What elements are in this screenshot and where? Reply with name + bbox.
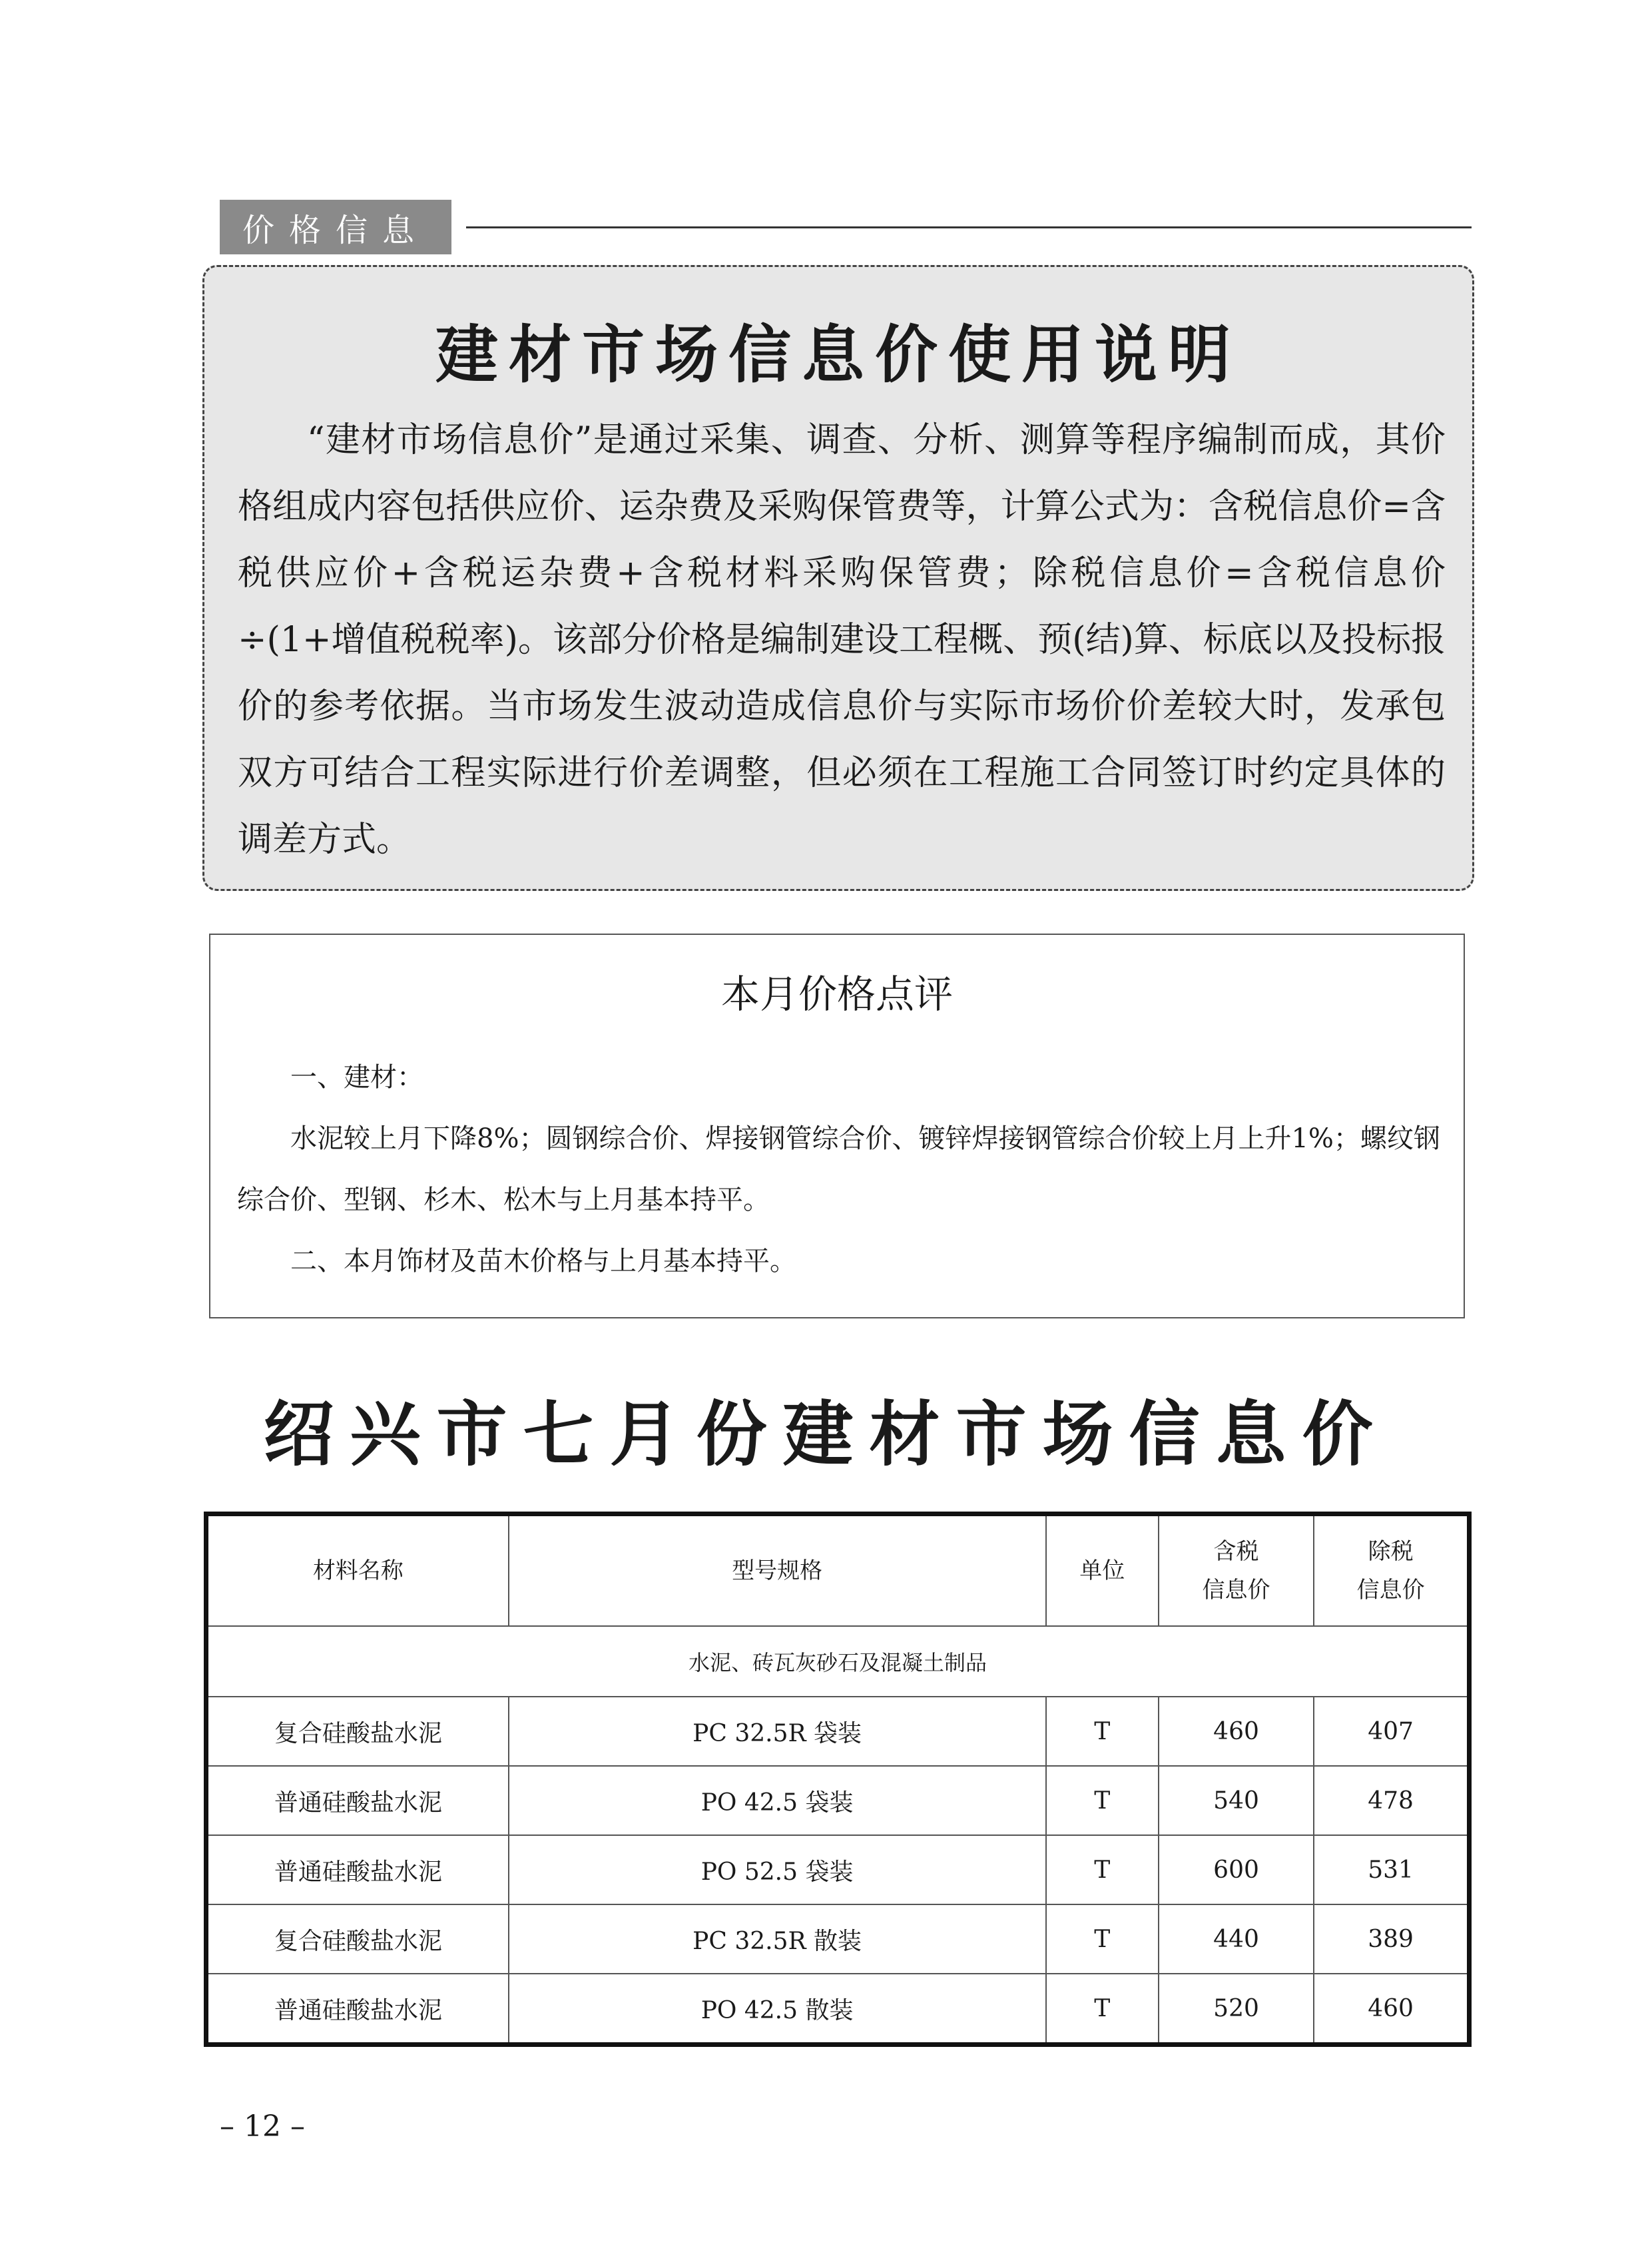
section-label: 价格信息 [220, 200, 451, 254]
cell-unit: T [1046, 1904, 1159, 1974]
cell-name: 复合硅酸盐水泥 [206, 1697, 509, 1766]
table-row [206, 1697, 1470, 1766]
header-tax-included-line1: 含税 [1213, 1538, 1259, 1565]
cell-tax-included: 600 [1159, 1835, 1314, 1904]
cell-tax-included: 440 [1159, 1904, 1314, 1974]
page-title: 绍兴市七月份建材市场信息价 [263, 1394, 1389, 1476]
category-label: 水泥、砖瓦灰砂石及混凝土制品 [206, 1626, 1470, 1697]
header-tax-included-line2: 信息价 [1202, 1577, 1270, 1603]
table-row [206, 1974, 1470, 2045]
table-row [206, 1766, 1470, 1835]
cell-tax-included: 520 [1159, 1974, 1314, 2045]
cell-unit: T [1046, 1697, 1159, 1766]
page-number: – 12 – [220, 2110, 305, 2143]
cell-name: 复合硅酸盐水泥 [206, 1904, 509, 1974]
review-paragraph-1: 一、建材： [290, 1062, 423, 1093]
usage-notes-body: “建材市场信息价”是通过采集、调查、分析、测算等程序编制而成，其价格组成内容包括供应价、运杂费及采购保管费等，计算公式为：含税信息价=含税供应价+含税运杂费+含税材料采购保管费；除税信息价=含税信息价÷(1+增值税税率)。该部分价格是编制建设工程概、预(结)算、标底以及投标报价的参考依据。当市场发生波动造成信息价与实际市场价价差较大时，发承包双方可结合工程实际进行价差调整，但必须在工程施工合同签订时约定具体的调差方式。 [238, 420, 1446, 860]
header-spec: 型号规格 [509, 1514, 1046, 1627]
table-row [206, 1904, 1470, 1974]
cell-tax-excluded: 478 [1314, 1766, 1469, 1835]
header-unit: 单位 [1046, 1514, 1159, 1627]
cell-name: 普通硅酸盐水泥 [206, 1835, 509, 1904]
cell-spec: PO 52.5 袋装 [509, 1835, 1046, 1904]
review-paragraph-2: 水泥较上月下降8%；圆钢综合价、焊接钢管综合价、镀锌焊接钢管综合价较上月上升1%；螺纹钢综合价、型钢、杉木、松木与上月基本持平。 [237, 1123, 1440, 1215]
cell-tax-included: 460 [1159, 1697, 1314, 1766]
cell-unit: T [1046, 1835, 1159, 1904]
cell-tax-excluded: 531 [1314, 1835, 1469, 1904]
usage-notes-title: 建材市场信息价使用说明 [435, 319, 1241, 392]
header-material-name: 材料名称 [206, 1514, 509, 1627]
cell-unit: T [1046, 1974, 1159, 2045]
monthly-review-title: 本月价格点评 [720, 972, 953, 1017]
cell-spec: PC 32.5R 散装 [509, 1904, 1046, 1974]
table-header-row [206, 1514, 1470, 1627]
monthly-review-box [209, 934, 1465, 1318]
cell-tax-excluded: 389 [1314, 1904, 1469, 1974]
cell-name: 普通硅酸盐水泥 [206, 1974, 509, 2045]
header-tax-excluded-line1: 除税 [1368, 1538, 1414, 1565]
cell-tax-excluded: 460 [1314, 1974, 1469, 2045]
cell-tax-included: 540 [1159, 1766, 1314, 1835]
price-table [204, 1512, 1472, 2047]
header-tax-excluded [1314, 1514, 1469, 1627]
header-rule [466, 226, 1472, 228]
cell-name: 普通硅酸盐水泥 [206, 1766, 509, 1835]
category-row [206, 1626, 1470, 1697]
review-paragraph-3: 二、本月饰材及苗木价格与上月基本持平。 [290, 1246, 796, 1276]
usage-notes-box [202, 265, 1474, 891]
cell-spec: PC 32.5R 袋装 [509, 1697, 1046, 1766]
header-tax-excluded-line2: 信息价 [1356, 1577, 1425, 1603]
cell-spec: PO 42.5 袋装 [509, 1766, 1046, 1835]
cell-spec: PO 42.5 散装 [509, 1974, 1046, 2045]
header-tax-included [1159, 1514, 1314, 1627]
cell-tax-excluded: 407 [1314, 1697, 1469, 1766]
table-row [206, 1835, 1470, 1904]
cell-unit: T [1046, 1766, 1159, 1835]
